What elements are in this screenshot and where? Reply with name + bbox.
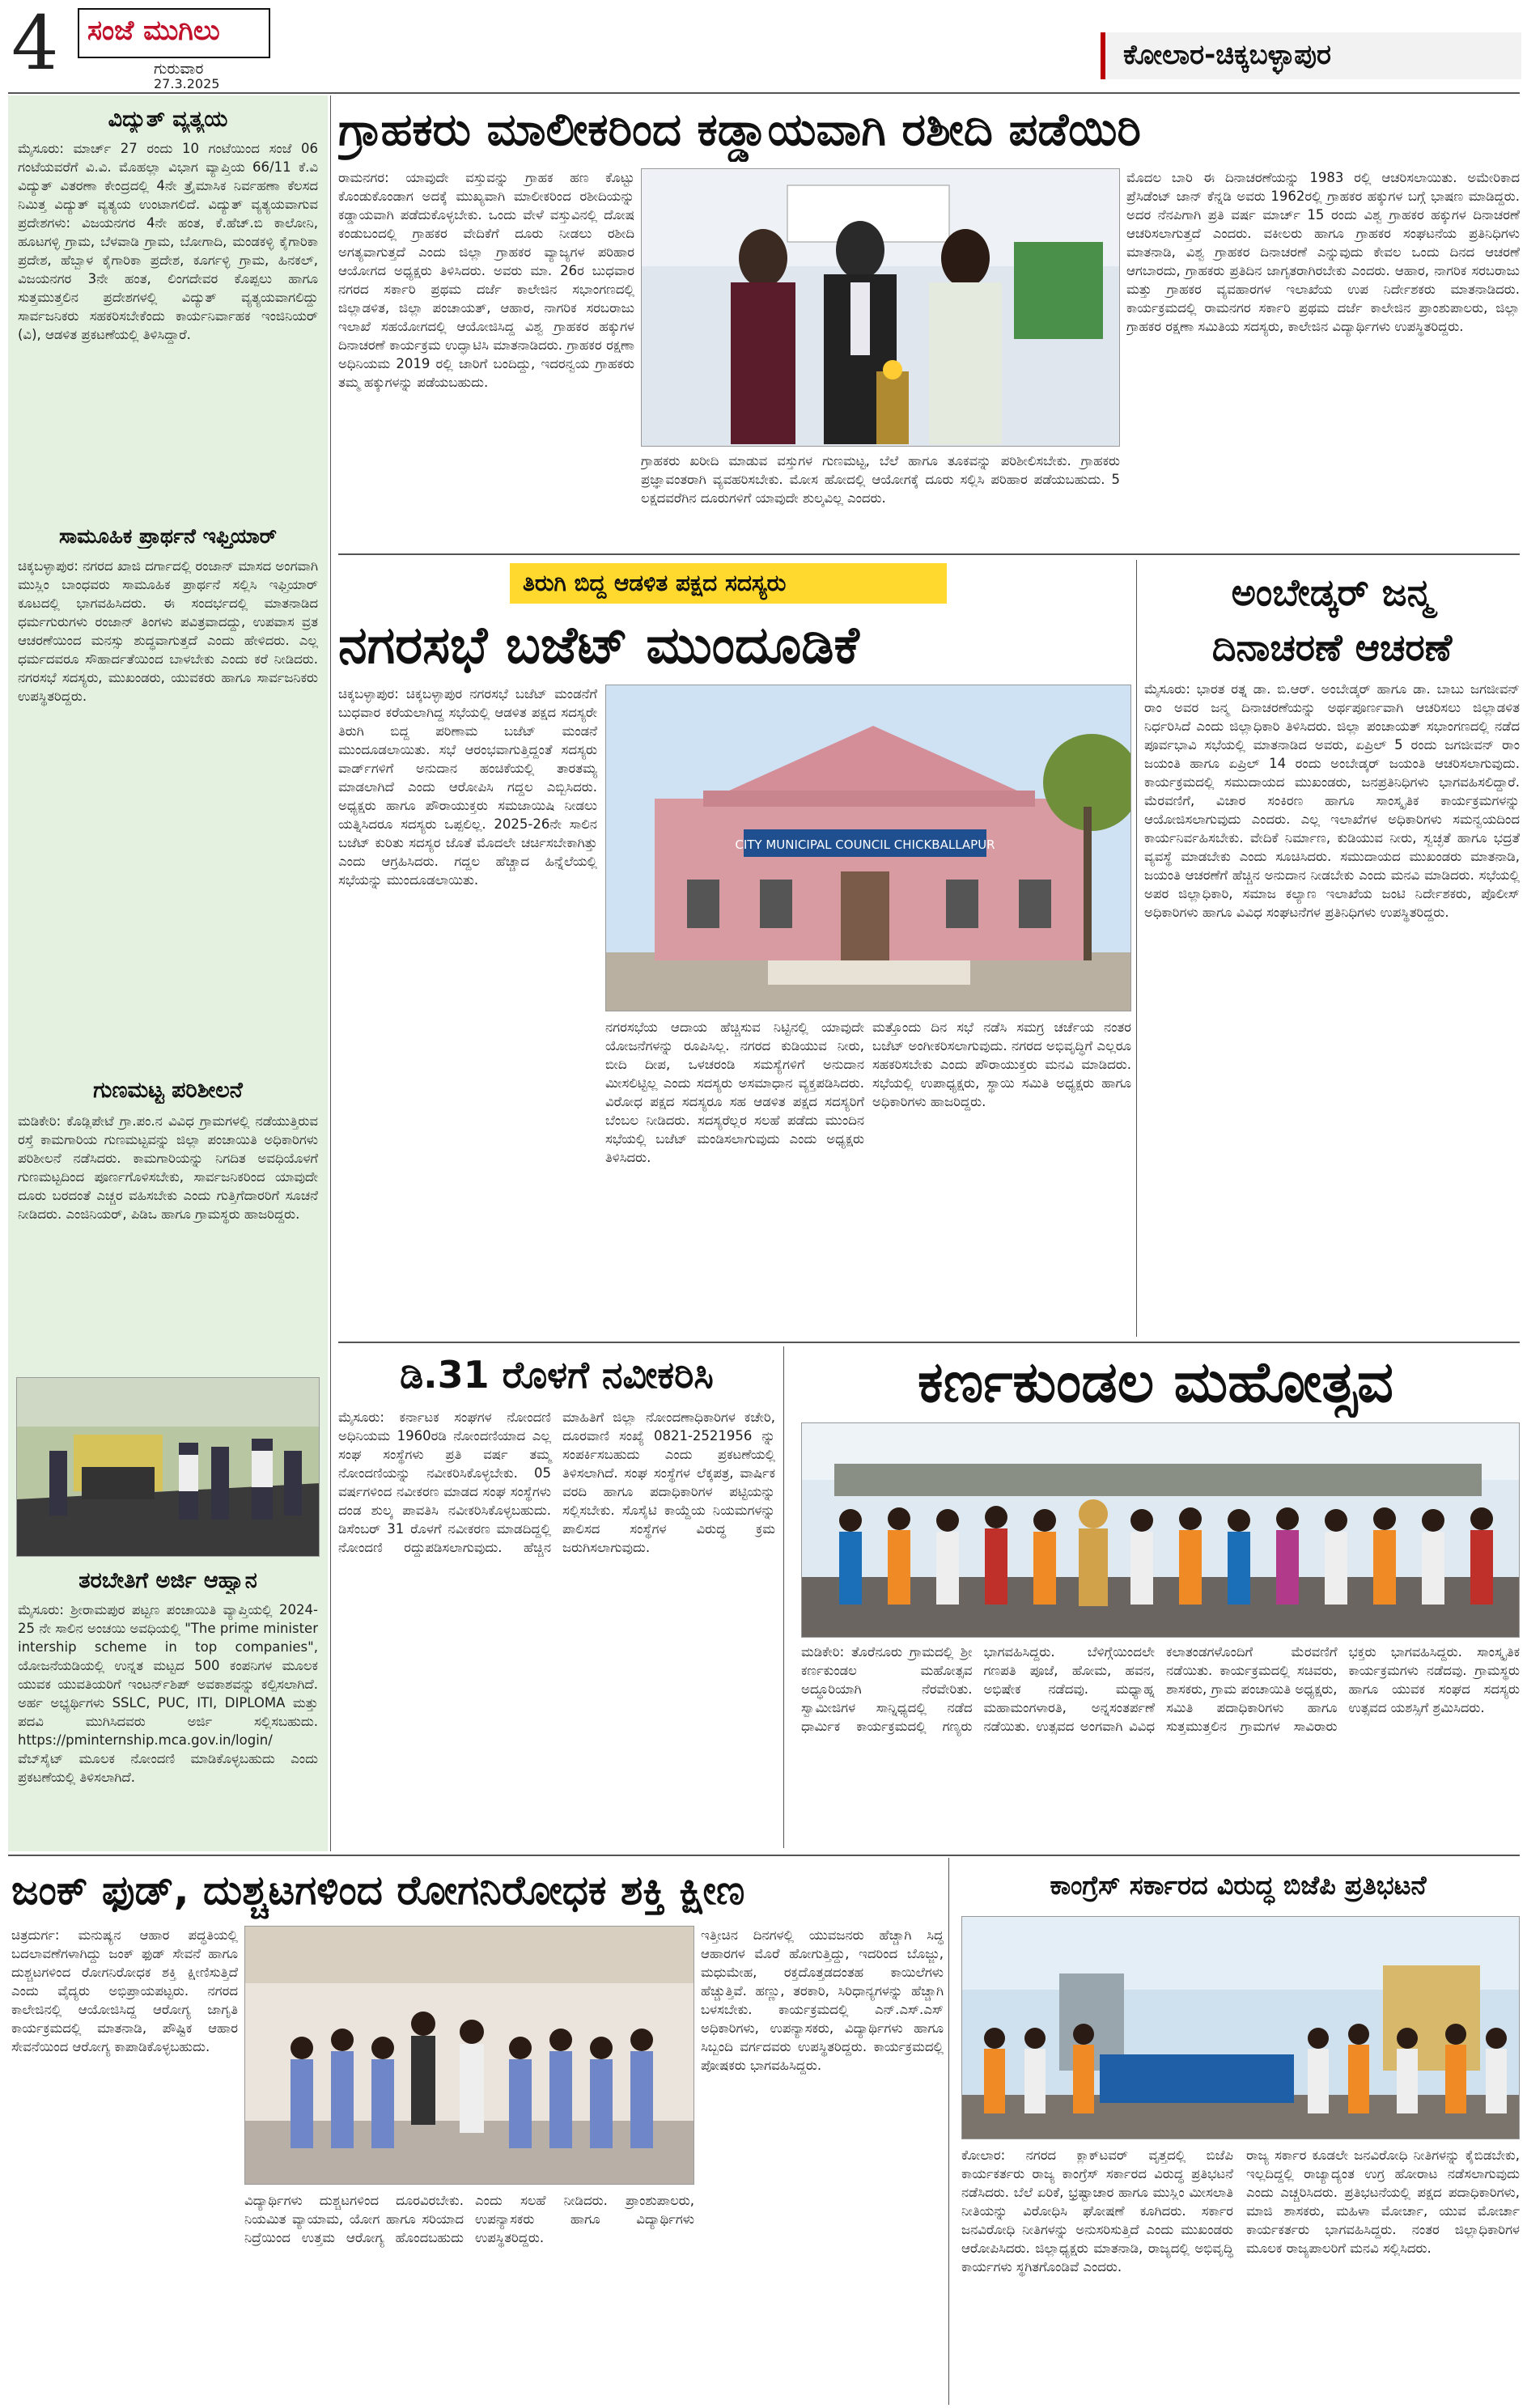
budget-col-1: ಚಿಕ್ಕಬಳ್ಳಾಪುರ: ಚಿಕ್ಕಬಳ್ಳಾಪುರ ನಗರಸಭೆ ಬಜೆಟ್ ಮಂಡನೆಗೆ ಬುಧವಾರ ಕರೆಯಲಾಗಿದ್ದ ಸಭೆಯಲ್ಲಿ ಆಡಳಿತ ಪಕ್ಷದ ಸದಸ್ಯರೇ ತಿರುಗಿ ಬಿದ್ದ ಪರಿಣಾಮ ಬಜೆಟ್ ಮಂಡನೆ ಮುಂದೂಡಲಾಯಿತು. ಸಭೆ ಆರಂಭವಾಗುತ್ತಿದ್ದಂತೆ ಸದಸ್ಯರು ವಾರ್ಡ್‌ಗಳಿಗೆ ಅನುದಾನ ಹಂಚಿಕೆಯಲ್ಲಿ ತಾರತಮ್ಯ ಮಾಡಲಾಗಿದೆ ಎಂದು ಆರೋಪಿಸಿ ಗದ್ದಲ ಎಬ್ಬಿಸಿದರು. ಅಧ್ಯಕ್ಷರು ಹಾಗೂ ಪೌರಾಯುಕ್ತರು ಸಮಜಾಯಿಷಿ ನೀಡಲು ಯತ್ನಿಸಿದರೂ ಸದಸ್ಯರು ಒಪ್ಪಲಿಲ್ಲ. 2025-26ನೇ ಸಾಲಿನ ಬಜೆಟ್ ಕುರಿತು ಸದಸ್ಯರ ಜೊತೆ ಮೊದಲೇ ಚರ್ಚಿಸಬೇಕಾಗಿತ್ತು ಎಂದು ಆಗ್ರಹಿಸಿದರು. ಗದ್ದಲ ಹೆಚ್ಚಾದ ಹಿನ್ನೆಲೆಯಲ್ಲಿ ಸಭೆಯನ್ನು ಮುಂದೂಡಲಾಯಿತು. bbox=[338, 686, 597, 888]
logo-box bbox=[78, 8, 270, 58]
karna-festival-photo bbox=[801, 1422, 1520, 1638]
masthead-day: ಗುರುವಾರ bbox=[154, 60, 204, 78]
renew-text: ಮೈಸೂರು: ಕರ್ನಾಟಕ ಸಂಘಗಳ ನೋಂದಣಿ ಅಧಿನಿಯಮ 1960ರಡಿ ನೋಂದಣಿಯಾದ ಎಲ್ಲ ಸಂಘ ಸಂಸ್ಥೆಗಳು ಪ್ರತಿ ವರ್ಷ ತಮ್ಮ ನೋಂದಣಿಯನ್ನು ನವೀಕರಿಸಿಕೊಳ್ಳಬೇಕು. 05 ವರ್ಷಗಳಿಂದ ನವೀಕರಣ ಮಾಡದ ಸಂಘ ಸಂಸ್ಥೆಗಳು ದಂಡ ಶುಲ್ಕ ಪಾವತಿಸಿ ನವೀಕರಿಸಿಕೊಳ್ಳಬಹುದು. ಡಿಸೆಂಬರ್ 31 ರೊಳಗೆ ನವೀಕರಣ ಮಾಡದಿದ್ದಲ್ಲಿ ನೋಂದಣಿ ರದ್ದುಪಡಿಸಲಾಗುವುದು. ಹೆಚ್ಚಿನ ಮಾಹಿತಿಗೆ ಜಿಲ್ಲಾ ನೋಂದಣಾಧಿಕಾರಿಗಳ ಕಚೇರಿ, ದೂರವಾಣಿ ಸಂಖ್ಯೆ 0821-2521956 ನ್ನು ಸಂಪರ್ಕಿಸಬಹುದು ಎಂದು ಪ್ರಕಟಣೆಯಲ್ಲಿ ತಿಳಿಸಲಾಗಿದೆ. ಸಂಘ ಸಂಸ್ಥೆಗಳ ಲೆಕ್ಕಪತ್ರ, ವಾರ್ಷಿಕ ವರದಿ ಹಾಗೂ ಪದಾಧಿಕಾರಿಗಳ ಪಟ್ಟಿಯನ್ನು ಸಲ್ಲಿಸಬೇಕು. ಸೊಸೈಟಿ ಕಾಯ್ದೆಯ ನಿಯಮಗಳನ್ನು ಪಾಲಿಸದ ಸಂಸ್ಥೆಗಳ ವಿರುದ್ಧ ಕ್ರಮ ಜರುಗಿಸಲಾಗುವುದು. bbox=[338, 1410, 775, 1555]
road-inspection-photo bbox=[16, 1377, 320, 1557]
budget-kicker: ತಿರುಗಿ ಬಿದ್ದ ಆಡಳಿತ ಪಕ್ಷದ ಸದಸ್ಯರು bbox=[523, 570, 787, 596]
junk-col-1: ಚಿತ್ರದುರ್ಗ: ಮನುಷ್ಯನ ಆಹಾರ ಪದ್ಧತಿಯಲ್ಲಿ ಬದಲಾವಣೆಗಳಾಗಿದ್ದು ಜಂಕ್ ಫುಡ್ ಸೇವನೆ ಹಾಗೂ ದುಶ್ಚಟಗಳಿಂದ ರೋಗನಿರೋಧಕ ಶಕ್ತಿ ಕ್ಷೀಣಿಸುತ್ತಿದೆ ಎಂದು ವೈದ್ಯರು ಅಭಿಪ್ರಾಯಪಟ್ಟರು. ನಗರದ ಕಾಲೇಜಿನಲ್ಲಿ ಆಯೋಜಿಸಿದ್ದ ಆರೋಗ್ಯ ಜಾಗೃತಿ ಕಾರ್ಯಕ್ರಮದಲ್ಲಿ ಮಾತನಾಡಿ, ಪೌಷ್ಟಿಕ ಆಹಾರ ಸೇವನೆಯಿಂದ ಆರೋಗ್ಯ ಕಾಪಾಡಿಕೊಳ್ಳಬಹುದು. bbox=[11, 1927, 238, 2054]
city-municipal-council-photo bbox=[605, 685, 1131, 1011]
sidebar-title-prayer: ಸಾಮೂಹಿಕ ಪ್ರಾರ್ಥನೆ ಇಫ್ತಿಯಾರ್ bbox=[59, 524, 277, 548]
bjp-protest-photo bbox=[961, 1916, 1520, 2139]
masthead bbox=[0, 0, 1527, 91]
ambedkar-headline-1: ಅಂಬೇಡ್ಕರ್ ಜನ್ಮ bbox=[1231, 570, 1433, 614]
receipt-col-1: ರಾಮನಗರ: ಯಾವುದೇ ವಸ್ತುವನ್ನು ಗ್ರಾಹಕ ಹಣ ಕೊಟ್ಟು ಕೊಂಡುಕೊಂಡಾಗ ಅದಕ್ಕೆ ಮುಖ್ಯವಾಗಿ ಮಾಲೀಕರಿಂದ ರಶೀದಿಯನ್ನು ಕಡ್ಡಾಯವಾಗಿ ಪಡೆದುಕೊಳ್ಳಬೇಕು. ಒಂದು ವೇಳೆ ವಸ್ತುವಿನಲ್ಲಿ ದೋಷ ಕಂಡುಬಂದಲ್ಲಿ ಗ್ರಾಹಕರ ವೇದಿಕೆಗೆ ದೂರು ನೀಡಲು ರಶೀದಿ ಅಗತ್ಯವಾಗುತ್ತದೆ ಎಂದು ಜಿಲ್ಲಾ ಗ್ರಾಹಕರ ವ್ಯಾಜ್ಯಗಳ ಪರಿಹಾರ ಆಯೋಗದ ಅಧ್ಯಕ್ಷರು ತಿಳಿಸಿದರು. ಅವರು ಮಾ. 26ರ ಬುಧವಾರ ನಗರದ ಸರ್ಕಾರಿ ಪ್ರಥಮ ದರ್ಜೆ ಕಾಲೇಜಿನ ಸಭಾಂಗಣದಲ್ಲಿ ಜಿಲ್ಲಾಡಳಿತ, ಜಿಲ್ಲಾ ಪಂಚಾಯತ್, ಆಹಾರ, ನಾಗರಿಕ ಸರಬರಾಜು ಇಲಾಖೆ ಸಹಯೋಗದಲ್ಲಿ ಆಯೋಜಿಸಿದ್ದ ವಿಶ್ವ ಗ್ರಾಹಕರ ಹಕ್ಕುಗಳ ದಿನಾಚರಣೆ ಕಾರ್ಯಕ್ರಮ ಉದ್ಘಾಟಿಸಿ ಮಾತನಾಡಿದರು. ಗ್ರಾಹಕರ ರಕ್ಷಣಾ ಅಧಿನಿಯಮ 2019 ರಲ್ಲಿ ಜಾರಿಗೆ ಬಂದಿದ್ದು, ಇದರನ್ವಯ ಗ್ರಾಹಕರು ತಮ್ಮ ಹಕ್ಕುಗಳನ್ನು ಪಡೆಯಬಹುದು. bbox=[338, 170, 634, 390]
bjp-col-1: ಕೋಲಾರ: ನಗರದ ಕ್ಲಾಕ್‌ಟವರ್ ವೃತ್ತದಲ್ಲಿ ಬಿಜೆಪಿ ಕಾರ್ಯಕರ್ತರು ರಾಜ್ಯ ಕಾಂಗ್ರೆಸ್ ಸರ್ಕಾರದ ವಿರುದ್ಧ ಪ್ರತಿಭಟನೆ ನಡೆಸಿದರು. ಬೆಲೆ ಏರಿಕೆ, ಭ್ರಷ್ಟಾಚಾರ ಹಾಗೂ ಮುಸ್ಲಿಂ ಮೀಸಲಾತಿ ನೀತಿಯನ್ನು ವಿರೋಧಿಸಿ ಘೋಷಣೆ ಕೂಗಿದರು. ಸರ್ಕಾರ ಜನವಿರೋಧಿ ನೀತಿಗಳನ್ನು ಅನುಸರಿಸುತ್ತಿದೆ ಎಂದು ಮುಖಂಡರು ಆರೋಪಿಸಿದರು. ಜಿಲ್ಲಾಧ್ಯಕ್ಷರು ಮಾತನಾಡಿ, ರಾಜ್ಯದಲ್ಲಿ ಅಭಿವೃದ್ಧಿ ಕಾರ್ಯಗಳು ಸ್ಥಗಿತಗೊಂಡಿವೆ ಎಂದರು. bbox=[961, 2147, 1233, 2274]
receipt-col-2: ಗ್ರಾಹಕರು ಖರೀದಿ ಮಾಡುವ ವಸ್ತುಗಳ ಗುಣಮಟ್ಟ, ಬೆಲೆ ಹಾಗೂ ತೂಕವನ್ನು ಪರಿಶೀಲಿಸಬೇಕು. ಗ್ರಾಹಕರು ಪ್ರಜ್ಞಾವಂತರಾಗಿ ವ್ಯವಹರಿಸಬೇಕು. ಮೋಸ ಹೋದಲ್ಲಿ ಆಯೋಗಕ್ಕೆ ದೂರು ಸಲ್ಲಿಸಿ ಪರಿಹಾರ ಪಡೆಯಬಹುದು. 5 ಲಕ್ಷದವರೆಗಿನ ದೂರುಗಳಿಗೆ ಯಾವುದೇ ಶುಲ್ಕವಿಲ್ಲ ಎಂದರು. bbox=[641, 453, 1120, 506]
sidebar-text-power: ಮೈಸೂರು: ಮಾರ್ಚ್ 27 ರಂದು 10 ಗಂಟೆಯಿಂದ ಸಂಜೆ 06 ಗಂಟೆಯವರೆಗೆ ವಿ.ವಿ. ಮೊಹಲ್ಲಾ ವಿಭಾಗ ವ್ಯಾಪ್ತಿಯ 66/11 ಕೆ.ವಿ ವಿದ್ಯುತ್ ವಿತರಣಾ ಕೇಂದ್ರದಲ್ಲಿ 4ನೇ ತ್ರೈಮಾಸಿಕ ನಿರ್ವಹಣಾ ಕೆಲಸದ ನಿಮಿತ್ತ ವಿದ್ಯುತ್ ವ್ಯತ್ಯಯ ಉಂಟಾಗಲಿದೆ. ವಿದ್ಯುತ್ ವ್ಯತ್ಯಯವಾಗುವ ಪ್ರದೇಶಗಳು: ವಿಜಯನಗರ 4ನೇ ಹಂತ, ಕೆ.ಹೆಚ್.ಬಿ ಕಾಲೋನಿ, ಹೂಟಗಳ್ಳಿ ಗ್ರಾಮ, ಬೆಳವಾಡಿ ಗ್ರಾಮ, ಬೋಗಾದಿ, ಮಂಡಕಳ್ಳಿ ಕೈಗಾರಿಕಾ ಪ್ರದೇಶ, ಹೆಬ್ಬಾಳ ಕೈಗಾರಿಕಾ ಪ್ರದೇಶ, ಕೂರ್ಗಳ್ಳಿ ಗ್ರಾಮ, ಹಿನಕಲ್, ವಿಜಯನಗರ 3ನೇ ಹಂತ, ಲಿಂಗದೇವರ ಕೊಪ್ಪಲು ಹಾಗೂ ಸುತ್ತಮುತ್ತಲಿನ ಪ್ರದೇಶಗಳಲ್ಲಿ ವಿದ್ಯುತ್ ವ್ಯತ್ಯಯವಾಗಲಿದ್ದು ಸಾರ್ವಜನಿಕರು ಸಹಕರಿಸಬೇಕೆಂದು ಕಾರ್ಯನಿರ್ವಾಹಕ ಇಂಜಿನಿಯರ್ (ವಿ), ಆಡಳಿತ ಪ್ರಕಟಣೆಯಲ್ಲಿ ತಿಳಿಸಿದ್ದಾರೆ. bbox=[18, 141, 318, 342]
budget-col-2: ನಗರಸಭೆಯ ಆದಾಯ ಹೆಚ್ಚಿಸುವ ನಿಟ್ಟಿನಲ್ಲಿ ಯಾವುದೇ ಯೋಜನೆಗಳನ್ನು ರೂಪಿಸಿಲ್ಲ. ನಗರದ ಕುಡಿಯುವ ನೀರು, ಬೀದಿ ದೀಪ, ಒಳಚರಂಡಿ ಸಮಸ್ಯೆಗಳಿಗೆ ಅನುದಾನ ಮೀಸಲಿಟ್ಟಿಲ್ಲ ಎಂದು ಸದಸ್ಯರು ಅಸಮಾಧಾನ ವ್ಯಕ್ತಪಡಿಸಿದರು. ವಿರೋಧ ಪಕ್ಷದ ಸದಸ್ಯರೂ ಸಹ ಆಡಳಿತ ಪಕ್ಷದ ಸದಸ್ಯರಿಗೆ ಬೆಂಬಲ ನೀಡಿದರು. ಸದಸ್ಯರೆಲ್ಲರ ಸಲಹೆ ಪಡೆದು ಮುಂದಿನ ಸಭೆಯಲ್ಲಿ ಬಜೆಟ್ ಮಂಡಿಸಲಾಗುವುದು ಎಂದು ಅಧ್ಯಕ್ಷರು ತಿಳಿಸಿದರು. bbox=[605, 1020, 864, 1165]
sidebar-text-quality: ಮಡಿಕೇರಿ: ಕೊಡ್ಲಿಪೇಟೆ ಗ್ರಾ.ಪಂ.ನ ವಿವಿಧ ಗ್ರಾಮಗಳಲ್ಲಿ ನಡೆಯುತ್ತಿರುವ ರಸ್ತೆ ಕಾಮಗಾರಿಯ ಗುಣಮಟ್ಟವನ್ನು ಜಿಲ್ಲಾ ಪಂಚಾಯಿತಿ ಅಧಿಕಾರಿಗಳು ಪರಿಶೀಲನೆ ನಡೆಸಿದರು. ಕಾಮಗಾರಿಯನ್ನು ನಿಗದಿತ ಅವಧಿಯೊಳಗೆ ಗುಣಮಟ್ಟದಿಂದ ಪೂರ್ಣಗೊಳಿಸಬೇಕು, ಸಾರ್ವಜನಿಕರಿಂದ ಯಾವುದೇ ದೂರು ಬರದಂತೆ ಎಚ್ಚರ ವಹಿಸಬೇಕು ಎಂದು ಗುತ್ತಿಗೆದಾರರಿಗೆ ಸೂಚನೆ ನೀಡಿದರು. ಎಂಜಿನಿಯರ್, ಪಿಡಿಒ ಹಾಗೂ ಗ್ರಾಮಸ್ಥರು ಹಾಜರಿದ್ದರು. bbox=[18, 1113, 318, 1222]
svg-text:CITY MUNICIPAL COUNCIL CHICKBA: CITY MUNICIPAL COUNCIL CHICKBALLAPUR bbox=[735, 837, 995, 852]
bjp-col-2: ರಾಜ್ಯ ಸರ್ಕಾರ ಕೂಡಲೇ ಜನವಿರೋಧಿ ನೀತಿಗಳನ್ನು ಕೈಬಿಡಬೇಕು, ಇಲ್ಲದಿದ್ದಲ್ಲಿ ರಾಜ್ಯಾದ್ಯಂತ ಉಗ್ರ ಹೋರಾಟ ನಡೆಸಲಾಗುವುದು ಎಂದು ಎಚ್ಚರಿಸಿದರು. ಪ್ರತಿಭಟನೆಯಲ್ಲಿ ಪಕ್ಷದ ಪದಾಧಿಕಾರಿಗಳು, ಮಾಜಿ ಶಾಸಕರು, ಮಹಿಳಾ ಮೋರ್ಚಾ, ಯುವ ಮೋರ್ಚಾ ಕಾರ್ಯಕರ್ತರು ಭಾಗವಹಿಸಿದ್ದರು. ನಂತರ ಜಿಲ್ಲಾಧಿಕಾರಿಗಳ ಮೂಲಕ ರಾಜ್ಯಪಾಲರಿಗೆ ಮನವಿ ಸಲ್ಲಿಸಿದರು. bbox=[1246, 2147, 1520, 2256]
renew-headline: ಡಿ.31 ರೊಳಗೆ ನವೀಕರಿಸಿ bbox=[400, 1353, 714, 1397]
receipt-col-3: ಮೊದಲ ಬಾರಿ ಈ ದಿನಾಚರಣೆಯನ್ನು 1983 ರಲ್ಲಿ ಆಚರಿಸಲಾಯಿತು. ಅಮೇರಿಕಾದ ಪ್ರೆಸಿಡೆಂಟ್ ಜಾನ್ ಕೆನ್ನಡಿ ಅವರು 1962ರಲ್ಲಿ ಗ್ರಾಹಕರ ಹಕ್ಕುಗಳ ಬಗ್ಗೆ ಭಾಷಣ ಮಾಡಿದ್ದರು. ಅದರ ನೆನಪಿಗಾಗಿ ಪ್ರತಿ ವರ್ಷ ಮಾರ್ಚ್ 15 ರಂದು ವಿಶ್ವ ಗ್ರಾಹಕರ ಹಕ್ಕುಗಳ ದಿನಾಚರಣೆ ಆಚರಿಸಲಾಗುತ್ತದೆ ಎಂದರು. ವಕೀಲರು ಹಾಗೂ ಗ್ರಾಹಕರ ಸಂಘಟನೆಯ ಪ್ರತಿನಿಧಿಗಳು ಮಾತನಾಡಿ, ವಿಶ್ವ ಗ್ರಾಹಕರ ದಿನಾಚರಣೆ ಎನ್ನುವುದು ಕೇವಲ ಒಂದು ದಿನದ ಆಚರಣೆ ಆಗಬಾರದು, ಗ್ರಾಹಕರು ಪ್ರತಿದಿನ ಜಾಗೃತರಾಗಿರಬೇಕು ಎಂದರು. ಆಹಾರ, ನಾಗರಿಕ ಸರಬರಾಜು ಮತ್ತು ಗ್ರಾಹಕರ ವ್ಯವಹಾರಗಳ ಇಲಾಖೆಯ ಉಪ ನಿರ್ದೇಶಕರು ಮಾತನಾಡಿದರು. ಕಾರ್ಯಕ್ರಮದಲ್ಲಿ ರಾಮನಗರ ಸರ್ಕಾರಿ ಪ್ರಥಮ ದರ್ಜೆ ಕಾಲೇಜಿನ ಪ್ರಾಂಶುಪಾಲರು, ಜಿಲ್ಲಾ ಗ್ರಾಹಕರ ರಕ್ಷಣಾ ಸಮಿತಿಯ ಸದಸ್ಯರು, ಕಾಲೇಜಿನ ವಿದ್ಯಾರ್ಥಿಗಳು ಉಪಸ್ಥಿತರಿದ್ದರು. bbox=[1126, 170, 1520, 334]
sidebar-title-quality: ಗುಣಮಟ್ಟ ಪರಿಶೀಲನೆ bbox=[93, 1078, 243, 1103]
budget-kicker-box bbox=[510, 563, 947, 604]
sidebar-text-prayer: ಚಿಕ್ಕಬಳ್ಳಾಪುರ: ನಗರದ ಖಾಜಿ ದರ್ಗಾದಲ್ಲಿ ರಂಜಾನ್ ಮಾಸದ ಅಂಗವಾಗಿ ಮುಸ್ಲಿಂ ಬಾಂಧವರು ಸಾಮೂಹಿಕ ಪ್ರಾರ್ಥನೆ ಸಲ್ಲಿಸಿ ಇಫ್ತಿಯಾರ್ ಕೂಟದಲ್ಲಿ ಭಾಗವಹಿಸಿದರು. ಈ ಸಂದರ್ಭದಲ್ಲಿ ಮಾತನಾಡಿದ ಧರ್ಮಗುರುಗಳು ರಂಜಾನ್ ತಿಂಗಳು ಪವಿತ್ರವಾದದ್ದು, ಉಪವಾಸ ವ್ರತ ಆಚರಣೆಯಿಂದ ಮನಸ್ಸು ಶುದ್ಧವಾಗುತ್ತದೆ ಎಂದು ಹೇಳಿದರು. ಎಲ್ಲ ಧರ್ಮದವರೂ ಸೌಹಾರ್ದತೆಯಿಂದ ಬಾಳಬೇಕು ಎಂದು ಕರೆ ನೀಡಿದರು. ನಗರಸಭೆ ಸದಸ್ಯರು, ಮುಖಂಡರು, ಯುವಕರು ಹಾಗೂ ಸಾರ್ವಜನಿಕರು ಉಪಸ್ಥಿತರಿದ್ದರು. bbox=[18, 558, 318, 704]
receipt-lamp-lighting-photo bbox=[641, 168, 1120, 447]
masthead-date: 27.3.2025 bbox=[154, 76, 220, 91]
junk-headline: ಜಂಕ್ ಫುಡ್, ದುಶ್ಚಟಗಳಿಂದ ರೋಗನಿರೋಧಕ ಶಕ್ತಿ ಕ್ಷೀಣ bbox=[11, 1867, 745, 1914]
budget-headline: ನಗರಸಭೆ ಬಜೆಟ್ ಮುಂದೂಡಿಕೆ bbox=[338, 616, 859, 676]
sidebar bbox=[8, 95, 328, 1851]
ambedkar-text: ಮೈಸೂರು: ಭಾರತ ರತ್ನ ಡಾ. ಬಿ.ಆರ್. ಅಂಬೇಡ್ಕರ್ ಹಾಗೂ ಡಾ. ಬಾಬು ಜಗಜೀವನ್ ರಾಂ ಅವರ ಜನ್ಮ ದಿನಾಚರಣೆಯನ್ನು ಅರ್ಥಪೂರ್ಣವಾಗಿ ಆಚರಿಸಲು ಜಿಲ್ಲಾಡಳಿತ ನಿರ್ಧರಿಸಿದೆ ಎಂದು ಜಿಲ್ಲಾಧಿಕಾರಿ ತಿಳಿಸಿದರು. ಜಿಲ್ಲಾ ಪಂಚಾಯತ್ ಸಭಾಂಗಣದಲ್ಲಿ ನಡೆದ ಪೂರ್ವಭಾವಿ ಸಭೆಯಲ್ಲಿ ಮಾತನಾಡಿದ ಅವರು, ಏಪ್ರಿಲ್ 5 ರಂದು ಜಗಜೀವನ್ ರಾಂ ಜಯಂತಿ ಹಾಗೂ ಏಪ್ರಿಲ್ 14 ರಂದು ಅಂಬೇಡ್ಕರ್ ಜಯಂತಿ ಆಚರಿಸಲಾಗುವುದು. ಕಾರ್ಯಕ್ರಮದಲ್ಲಿ ಸಮುದಾಯದ ಮುಖಂಡರು, ಜನಪ್ರತಿನಿಧಿಗಳು ಭಾಗವಹಿಸಲಿದ್ದಾರೆ. ಮೆರವಣಿಗೆ, ವಿಚಾರ ಸಂಕಿರಣ ಹಾಗೂ ಸಾಂಸ್ಕೃತಿಕ ಕಾರ್ಯಕ್ರಮಗಳನ್ನು ಆಯೋಜಿಸಲಾಗುವುದು ಎಂದರು. ಎಲ್ಲ ಇಲಾಖೆಗಳ ಅಧಿಕಾರಿಗಳು ಸಮನ್ವಯದಿಂದ ಕಾರ್ಯನಿರ್ವಹಿಸಬೇಕು. ವೇದಿಕೆ ನಿರ್ಮಾಣ, ಕುಡಿಯುವ ನೀರು, ಸ್ವಚ್ಛತೆ ಹಾಗೂ ಭದ್ರತೆ ವ್ಯವಸ್ಥೆ ಮಾಡಬೇಕು ಎಂದು ಸೂಚಿಸಿದರು. ಸಮುದಾಯದ ಮುಖಂಡರು ಮಾತನಾಡಿ, ಜಯಂತಿ ಆಚರಣೆಗೆ ಹೆಚ್ಚಿನ ಅನುದಾನ ನೀಡಬೇಕು ಎಂದು ಮನವಿ ಮಾಡಿದರು. ಸಭೆಯಲ್ಲಿ ಅಪರ ಜಿಲ್ಲಾಧಿಕಾರಿ, ಸಮಾಜ ಕಲ್ಯಾಣ ಇಲಾಖೆಯ ಜಂಟಿ ನಿರ್ದೇಶಕರು, ಪೊಲೀಸ್ ಅಧಿಕಾರಿಗಳು ಹಾಗೂ ವಿವಿಧ ಸಂಘಟನೆಗಳ ಪ್ರತಿನಿಧಿಗಳು ಉಪಸ್ಥಿತರಿದ್ದರು. bbox=[1144, 681, 1520, 920]
page-number: 4 bbox=[11, 3, 59, 84]
karna-text: ಮಡಿಕೇರಿ: ತೊರೆನೂರು ಗ್ರಾಮದಲ್ಲಿ ಶ್ರೀ ಕರ್ಣಕುಂಡಲ ಮಹೋತ್ಸವ ಅದ್ಧೂರಿಯಾಗಿ ನೆರವೇರಿತು. ಸ್ವಾಮೀಜಿಗಳ ಸಾನ್ನಿಧ್ಯದಲ್ಲಿ ನಡೆದ ಧಾರ್ಮಿಕ ಕಾರ್ಯಕ್ರಮದಲ್ಲಿ ಗಣ್ಯರು ಭಾಗವಹಿಸಿದ್ದರು. ಬೆಳಿಗ್ಗೆಯಿಂದಲೇ ಗಣಪತಿ ಪೂಜೆ, ಹೋಮ, ಹವನ, ಅಭಿಷೇಕ ನಡೆದವು. ಮಧ್ಯಾಹ್ನ ಮಹಾಮಂಗಳಾರತಿ, ಅನ್ನಸಂತರ್ಪಣೆ ನಡೆಯಿತು. ಉತ್ಸವದ ಅಂಗವಾಗಿ ವಿವಿಧ ಕಲಾತಂಡಗಳೊಂದಿಗೆ ಮೆರವಣಿಗೆ ನಡೆಯಿತು. ಕಾರ್ಯಕ್ರಮದಲ್ಲಿ ಸಚಿವರು, ಶಾಸಕರು, ಗ್ರಾಮ ಪಂಚಾಯಿತಿ ಅಧ್ಯಕ್ಷರು, ಸಮಿತಿ ಪದಾಧಿಕಾರಿಗಳು ಹಾಗೂ ಸುತ್ತಮುತ್ತಲಿನ ಗ್ರಾಮಗಳ ಸಾವಿರಾರು ಭಕ್ತರು ಭಾಗವಹಿಸಿದ್ದರು. ಸಾಂಸ್ಕೃತಿಕ ಕಾರ್ಯಕ್ರಮಗಳು ನಡೆದವು. ಗ್ರಾಮಸ್ಥರು ಹಾಗೂ ಯುವಕ ಸಂಘದ ಸದಸ್ಯರು ಉತ್ಸವದ ಯಶಸ್ಸಿಗೆ ಶ್ರಮಿಸಿದರು. bbox=[801, 1644, 1520, 1734]
budget-col-3: ಮತ್ತೊಂದು ದಿನ ಸಭೆ ನಡೆಸಿ ಸಮಗ್ರ ಚರ್ಚೆಯ ನಂತರ ಬಜೆಟ್ ಅಂಗೀಕರಿಸಲಾಗುವುದು. ನಗರದ ಅಭಿವೃದ್ಧಿಗೆ ಎಲ್ಲರೂ ಸಹಕರಿಸಬೇಕು ಎಂದು ಪೌರಾಯುಕ್ತರು ಮನವಿ ಮಾಡಿದರು. ಸಭೆಯಲ್ಲಿ ಉಪಾಧ್ಯಕ್ಷರು, ಸ್ಥಾಯಿ ಸಮಿತಿ ಅಧ್ಯಕ್ಷರು ಹಾಗೂ ಅಧಿಕಾರಿಗಳು ಹಾಜರಿದ್ದರು. bbox=[872, 1020, 1131, 1109]
ambedkar-headline-2: ದಿನಾಚರಣೆ ಆಚರಣೆ bbox=[1211, 625, 1453, 669]
bjp-headline: ಕಾಂಗ್ರೆಸ್ ಸರ್ಕಾರದ ವಿರುದ್ಧ ಬಿಜೆಪಿ ಪ್ರತಿಭಟನೆ bbox=[1050, 1870, 1427, 1901]
sidebar-text-training: ಮೈಸೂರು: ಶ್ರೀರಾಮಪುರ ಪಟ್ಟಣ ಪಂಚಾಯಿತಿ ವ್ಯಾಪ್ತಿಯಲ್ಲಿ 2024-25 ನೇ ಸಾಲಿನ ಅಂಚಯಿ ಅವಧಿಯಲ್ಲಿ "The prime minister intership scheme in top companies", ಯೋಜನೆಯಡಿಯಲ್ಲಿ ಉನ್ನತ ಮಟ್ಟದ 500 ಕಂಪನಿಗಳ ಮೂಲಕ ಯುವಕ ಯುವತಿಯರಿಗೆ ಇಂಟರ್ನ್‌ಶಿಪ್ ಅವಕಾಶವನ್ನು ಕಲ್ಪಿಸಲಾಗಿದೆ. ಅರ್ಹ ಅಭ್ಯರ್ಥಿಗಳು SSLC, PUC, ITI, DIPLOMA ಮತ್ತು ಪದವಿ ಮುಗಿಸಿದವರು ಅರ್ಜಿ ಸಲ್ಲಿಸಬಹುದು. https://pminternship.mca.gov.in/login/ ವೆಬ್‌ಸೈಟ್ ಮೂಲಕ ನೋಂದಣಿ ಮಾಡಿಕೊಳ್ಳಬಹುದು ಎಂದು ಪ್ರಕಟಣೆಯಲ್ಲಿ ತಿಳಿಸಲಾಗಿದೆ. bbox=[18, 1602, 318, 1785]
sidebar-title-power: ವಿದ್ಯುತ್ ವ್ಯತ್ಯಯ bbox=[108, 107, 228, 132]
section-title: ಕೋಲಾರ-ಚಿಕ್ಕಬಳ್ಳಾಪುರ bbox=[1123, 39, 1331, 71]
receipt-headline: ಗ್ರಾಹಕರು ಮಾಲೀಕರಿಂದ ಕಡ್ಡಾಯವಾಗಿ ರಶೀದಿ ಪಡೆಯಿರಿ bbox=[338, 104, 1141, 156]
junk-students-photo bbox=[244, 1926, 694, 2185]
sidebar-title-training: ತರಬೇತಿಗೆ ಅರ್ಜಿ ಆಹ್ವಾನ bbox=[78, 1568, 257, 1593]
junk-col-2: ವಿದ್ಯಾರ್ಥಿಗಳು ದುಶ್ಚಟಗಳಿಂದ ದೂರವಿರಬೇಕು. ನಿಯಮಿತ ವ್ಯಾಯಾಮ, ಯೋಗ ಹಾಗೂ ಸರಿಯಾದ ನಿದ್ರೆಯಿಂದ ಉತ್ತಮ ಆರೋಗ್ಯ ಹೊಂದಬಹುದು ಎಂದು ಸಲಹೆ ನೀಡಿದರು. ಪ್ರಾಂಶುಪಾಲರು, ಉಪನ್ಯಾಸಕರು ಹಾಗೂ ವಿದ್ಯಾರ್ಥಿಗಳು ಉಪಸ್ಥಿತರಿದ್ದರು. bbox=[244, 2193, 694, 2245]
paper-name: ಸಂಜೆ ಮುಗಿಲು bbox=[87, 15, 220, 47]
section-banner bbox=[1101, 32, 1521, 79]
karna-headline: ಕರ್ಣಕುಂಡಲ ಮಹೋತ್ಸವ bbox=[918, 1349, 1393, 1415]
junk-col-3: ಇತ್ತೀಚಿನ ದಿನಗಳಲ್ಲಿ ಯುವಜನರು ಹೆಚ್ಚಾಗಿ ಸಿದ್ಧ ಆಹಾರಗಳ ಮೊರೆ ಹೋಗುತ್ತಿದ್ದು, ಇದರಿಂದ ಬೊಜ್ಜು, ಮಧುಮೇಹ, ರಕ್ತದೊತ್ತಡದಂತಹ ಕಾಯಿಲೆಗಳು ಹೆಚ್ಚುತ್ತಿವೆ. ಹಣ್ಣು, ತರಕಾರಿ, ಸಿರಿಧಾನ್ಯಗಳನ್ನು ಹೆಚ್ಚಾಗಿ ಬಳಸಬೇಕು. ಕಾರ್ಯಕ್ರಮದಲ್ಲಿ ಎನ್.ಎಸ್.ಎಸ್ ಅಧಿಕಾರಿಗಳು, ಉಪನ್ಯಾಸಕರು, ವಿದ್ಯಾರ್ಥಿಗಳು ಹಾಗೂ ಸಿಬ್ಬಂದಿ ವರ್ಗದವರು ಉಪಸ್ಥಿತರಿದ್ದರು. ಕಾರ್ಯಕ್ರಮದಲ್ಲಿ ಪೋಷಕರು ಭಾಗವಹಿಸಿದ್ದರು. bbox=[701, 1927, 944, 2073]
